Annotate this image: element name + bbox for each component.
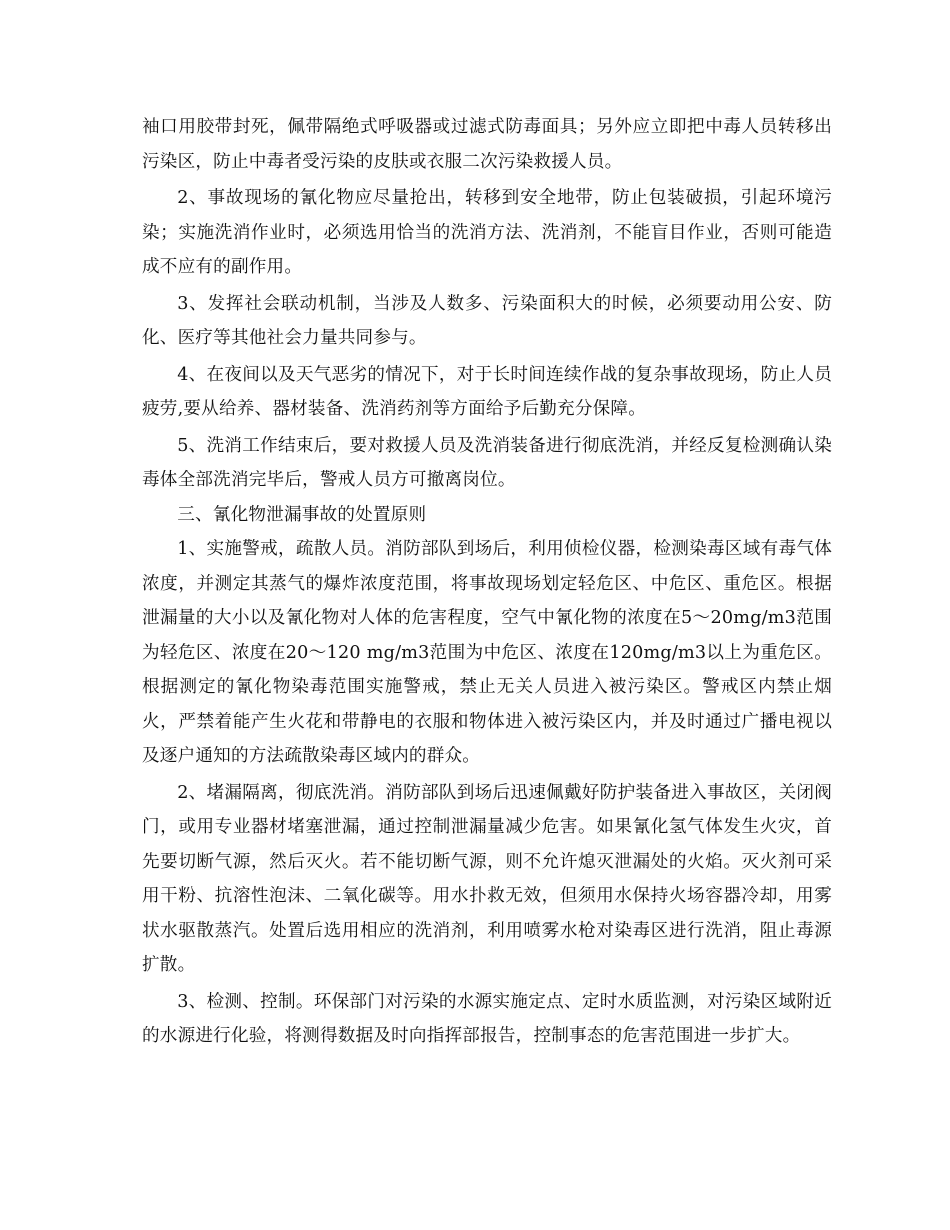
document-body <box>142 110 832 1054</box>
paragraph-continued: 袖口用胶带封死，佩带隔绝式呼吸器或过滤式防毒面具；另外应立即把中毒人员转移出污染区，防止中毒者受污染的皮肤或衣服二次污染救援人员。 <box>142 117 832 172</box>
section-heading: 三、氰化物泄漏事故的处置原则 <box>177 504 427 525</box>
paragraph-item-5: 5、洗消工作结束后，要对救援人员及洗消装备进行彻底洗消，并经反复检测确认染毒体全部洗消完毕后，警戒人员方可撤离岗位。 <box>142 435 832 490</box>
paragraph-item-3: 3、发挥社会联动机制，当涉及人数多、污染面积大的时候，必须要动用公安、防化、医疗等其他社会力量共同参与。 <box>142 293 832 348</box>
paragraph-principle-1: 1、实施警戒，疏散人员。消防部队到场后，利用侦检仪器，检测染毒区域有毒气体浓度，并测定其蒸气的爆炸浓度范围，将事故现场划定轻危区、中危区、重危区。根据泄漏量的大小以及氰化物对人体的危害程度，空气中氰化物的浓度在5～20mg/m3范围为轻危区、浓度在20～120 mg/m3范围为中危区、浓度在120mg/m3以上为重危区。根据测定的氰化物染毒范围实施警戒，禁止无关人员进入被污染区。警戒区内禁止烟火，严禁着能产生火花和带静电的衣服和物体进入被污染区内，并及时通过广播电视以及逐户通知的方法疏散染毒区域内的群众。 <box>142 539 832 766</box>
paragraph-principle-2: 2、堵漏隔离，彻底洗消。消防部队到场后迅速佩戴好防护装备进入事故区，关闭阀门，或用专业器材堵塞泄漏，通过控制泄漏量减少危害。如果氰化氢气体发生火灾，首先要切断气源，然后灭火。若不能切断气源，则不允许熄灭泄漏处的火焰。灭火剂可采用干粉、抗溶性泡沫、二氧化碳等。用水扑救无效，但须用水保持火场容器冷却，用雾状水驱散蒸汽。处置后选用相应的洗消剂，利用喷雾水枪对染毒区进行洗消，阻止毒源扩散。 <box>142 782 832 975</box>
paragraph-item-4: 4、在夜间以及天气恶劣的情况下，对于长时间连续作战的复杂事故现场，防止人员疲劳,要从给养、器材装备、洗消药剂等方面给予后勤充分保障。 <box>142 364 832 419</box>
paragraph-principle-3: 3、检测、控制。环保部门对污染的水源实施定点、定时水质监测，对污染区域附近的水源进行化验，将测得数据及时向指挥部报告，控制事态的危害范围进一步扩大。 <box>142 991 832 1046</box>
paragraph-item-2: 2、事故现场的氰化物应尽量抢出，转移到安全地带，防止包装破损，引起环境污染；实施洗消作业时，必须选用恰当的洗消方法、洗消剂，不能盲目作业，否则可能造成不应有的副作用。 <box>142 188 832 277</box>
